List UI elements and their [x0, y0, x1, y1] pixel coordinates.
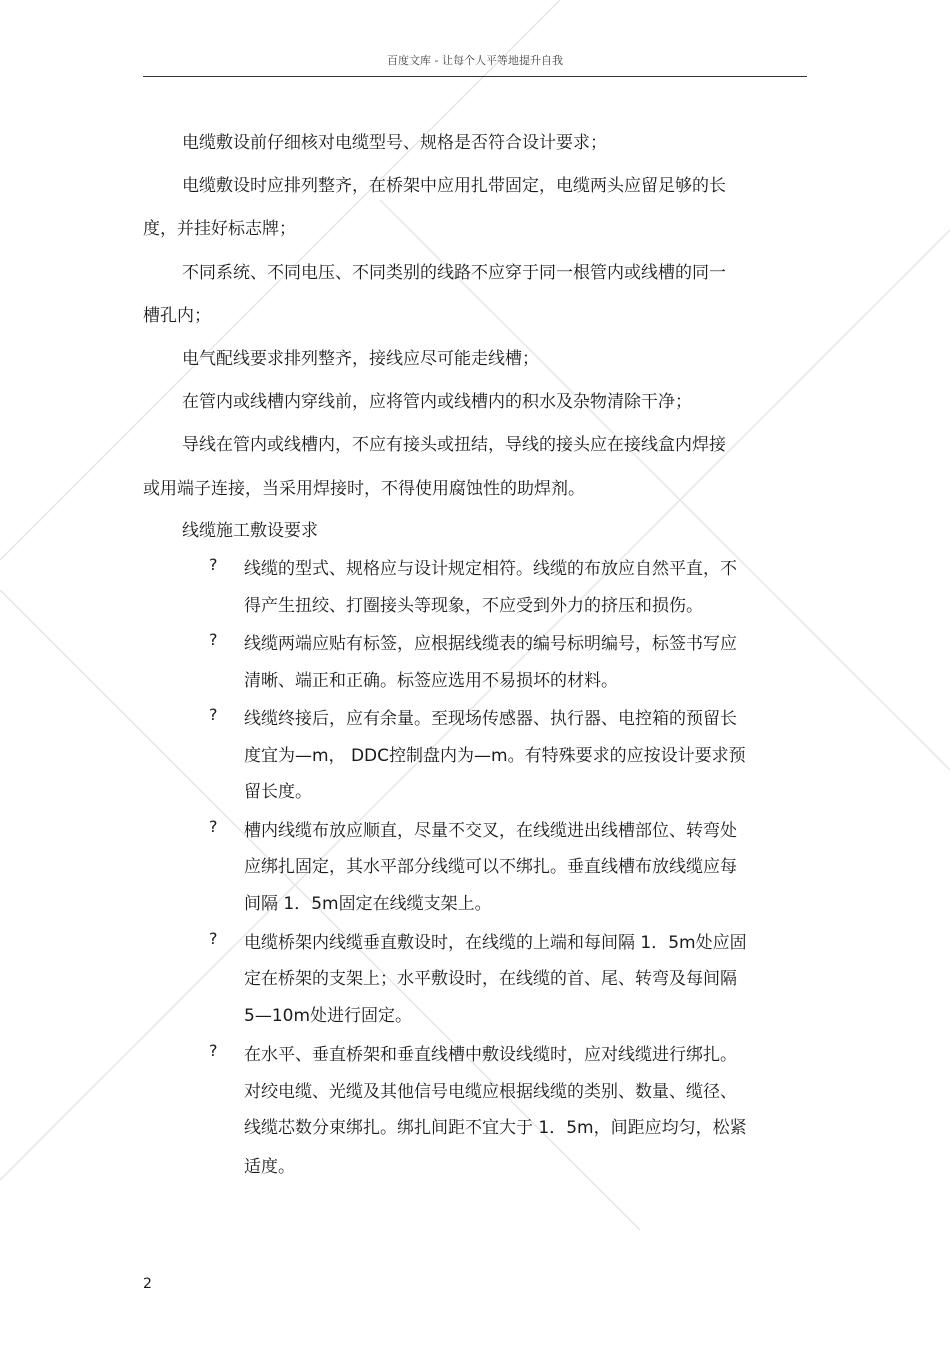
page-header: 百度文库 - 让每个人平等地提升自我 [387, 54, 563, 67]
bullet-line: 线缆的型式、规格应与设计规定相符。线缆的布放应自然平直，不 [244, 559, 737, 579]
bullet-marker: ? [209, 630, 218, 649]
paragraph: 或用端子连接，当采用焊接时，不得使用腐蚀性的助焊剂。 [143, 479, 585, 499]
section-heading: 线缆施工敷设要求 [182, 521, 318, 541]
paragraph: 电缆敷设时应排列整齐，在桥架中应用扎带固定，电缆两头应留足够的长 [182, 176, 726, 196]
bullet-line: 留长度。 [244, 782, 312, 802]
paragraph: 导线在管内或线槽内，不应有接头或扭结，导线的接头应在接线盒内焊接 [182, 435, 726, 455]
paragraph: 度，并挂好标志牌； [143, 219, 296, 239]
bullet-line: 线缆终接后，应有余量。至现场传感器、执行器、电控箱的预留长 [244, 709, 737, 729]
bullet-line: 在水平、垂直桥架和垂直线槽中敷设线缆时，应对线缆进行绑扎。 [244, 1045, 737, 1065]
bullet-marker: ? [209, 705, 218, 724]
bullet-line: 线缆两端应贴有标签，应根据线缆表的编号标明编号，标签书写应 [244, 634, 737, 654]
bullet-marker: ? [209, 1041, 218, 1060]
bullet-line: 适度。 [244, 1157, 295, 1177]
bullet-marker: ? [209, 555, 218, 574]
bullet-line: 得产生扭绞、打圈接头等现象，不应受到外力的挤压和损伤。 [244, 596, 703, 616]
bullet-line: 清晰、端正和正确。标签应选用不易损坏的材料。 [244, 671, 618, 691]
bullet-line: 槽内线缆布放应顺直，尽量不交叉，在线缆进出线槽部位、转弯处 [244, 821, 737, 841]
bullet-line: 对绞电缆、光缆及其他信号电缆应根据线缆的类别、数量、缆径、 [244, 1082, 737, 1102]
bullet-line: 线缆芯数分束绑扎。绑扎间距不宜大于 1．5m，间距应均匀，松紧 [244, 1118, 747, 1138]
paragraph: 槽孔内； [143, 306, 211, 326]
paragraph: 在管内或线槽内穿线前，应将管内或线槽内的积水及杂物清除干净； [182, 392, 692, 412]
bullet-line: 5—10m处进行固定。 [244, 1006, 413, 1026]
paragraph: 电气配线要求排列整齐，接线应尽可能走线槽； [182, 349, 539, 369]
header-divider [143, 76, 807, 77]
bullet-marker: ? [209, 817, 218, 836]
page-number: 2 [143, 1276, 152, 1292]
bullet-line: 度宜为—m， DDC控制盘内为—m。有特殊要求的应按设计要求预 [244, 746, 746, 766]
bullet-marker: ? [209, 929, 218, 948]
bullet-line: 电缆桥架内线缆垂直敷设时，在线缆的上端和每间隔 1．5m处应固 [244, 933, 747, 953]
paragraph: 电缆敷设前仔细核对电缆型号、规格是否符合设计要求； [182, 133, 607, 153]
paragraph: 不同系统、不同电压、不同类别的线路不应穿于同一根管内或线槽的同一 [182, 263, 726, 283]
bullet-line: 应绑扎固定，其水平部分线缆可以不绑扎。垂直线槽布放线缆应每 [244, 857, 737, 877]
bullet-line: 间隔 1．5m固定在线缆支架上。 [244, 894, 492, 914]
bullet-line: 定在桥架的支架上；水平敷设时，在线缆的首、尾、转弯及每间隔 [244, 969, 737, 989]
